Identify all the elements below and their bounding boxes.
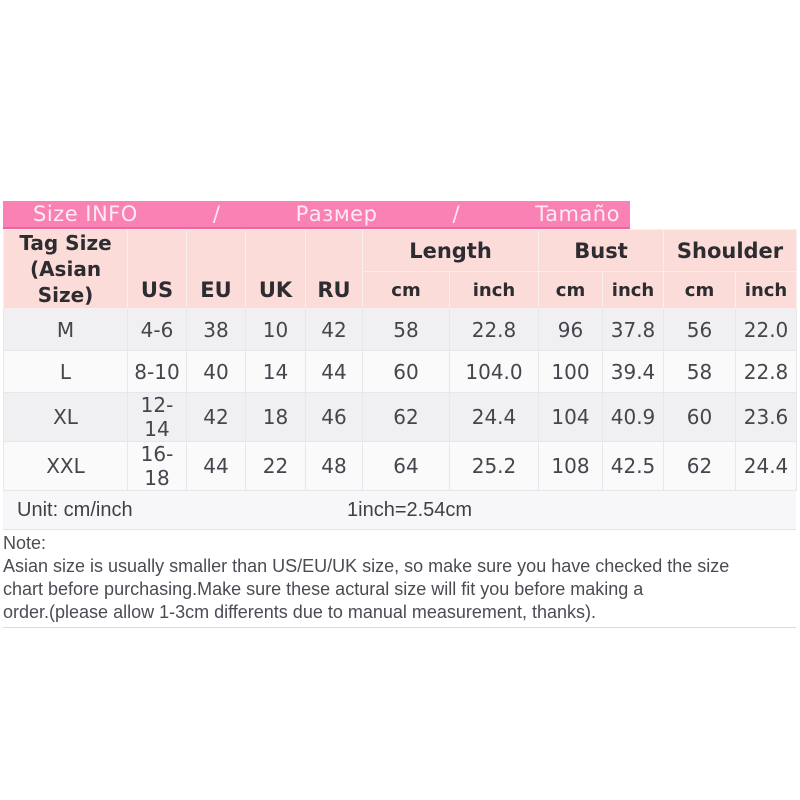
eu-cell: 42 xyxy=(187,393,246,442)
col-header-us: US xyxy=(128,230,187,309)
us-cell: 8-10 xyxy=(128,351,187,393)
note-line-2: chart before purchasing.Make sure these actural size will fit you before making a xyxy=(3,579,644,599)
size-row-l xyxy=(4,351,797,393)
tag-size-cell: M xyxy=(4,309,128,351)
group-header-bust: Bust xyxy=(539,230,664,272)
tag-size-cell: L xyxy=(4,351,128,393)
bust-inch-cell: 42.5 xyxy=(603,442,664,491)
shoulder-cm-cell: 60 xyxy=(664,393,736,442)
length-cm-cell: 62 xyxy=(363,393,450,442)
bust-inch-cell: 37.8 xyxy=(603,309,664,351)
note-line-3: order.(please allow 1-3cm differents due to manual measurement, thanks). xyxy=(3,602,596,622)
unit-bar xyxy=(3,491,796,530)
uk-cell: 18 xyxy=(246,393,306,442)
unit-label: Unit: cm/inch xyxy=(17,498,133,521)
length-cm-cell: 58 xyxy=(363,309,450,351)
col-header-eu: EU xyxy=(187,230,246,309)
us-cell: 12-14 xyxy=(128,393,187,442)
length-inch-cell: 22.8 xyxy=(450,309,539,351)
size-info-label-en: Size INFO xyxy=(33,202,138,226)
tag-size-line2: (Asian Size) xyxy=(29,257,102,307)
ru-cell: 42 xyxy=(306,309,363,351)
length-inch-cell: 24.4 xyxy=(450,393,539,442)
us-cell: 4-6 xyxy=(128,309,187,351)
unit-header-shoulder-cm: cm xyxy=(664,272,736,309)
bust-inch-cell: 39.4 xyxy=(603,351,664,393)
col-header-uk: UK xyxy=(246,230,306,309)
uk-cell: 22 xyxy=(246,442,306,491)
size-info-label-ru: Размер xyxy=(295,202,378,226)
bust-cm-cell: 96 xyxy=(539,309,603,351)
size-info-bar xyxy=(3,201,630,229)
ru-cell: 44 xyxy=(306,351,363,393)
tag-size-cell: XXL xyxy=(4,442,128,491)
size-table xyxy=(3,229,797,491)
ru-cell: 46 xyxy=(306,393,363,442)
shoulder-cm-cell: 56 xyxy=(664,309,736,351)
bust-cm-cell: 108 xyxy=(539,442,603,491)
length-cm-cell: 64 xyxy=(363,442,450,491)
eu-cell: 38 xyxy=(187,309,246,351)
note-section xyxy=(3,530,796,628)
tag-size-line1: Tag Size xyxy=(19,231,112,255)
shoulder-inch-cell: 23.6 xyxy=(736,393,797,442)
eu-cell: 44 xyxy=(187,442,246,491)
shoulder-cm-cell: 58 xyxy=(664,351,736,393)
bust-inch-cell: 40.9 xyxy=(603,393,664,442)
col-header-ru: RU xyxy=(306,230,363,309)
uk-cell: 10 xyxy=(246,309,306,351)
unit-header-bust-cm: cm xyxy=(539,272,603,309)
group-header-length: Length xyxy=(363,230,539,272)
size-row-xxl xyxy=(4,442,797,491)
size-row-m xyxy=(4,309,797,351)
bust-cm-cell: 104 xyxy=(539,393,603,442)
separator-slash-2: / xyxy=(452,202,461,226)
separator-slash-1: / xyxy=(212,202,221,226)
group-header-shoulder: Shoulder xyxy=(664,230,797,272)
size-row-xl xyxy=(4,393,797,442)
length-inch-cell: 25.2 xyxy=(450,442,539,491)
unit-header-length-cm: cm xyxy=(363,272,450,309)
bust-cm-cell: 100 xyxy=(539,351,603,393)
tag-size-cell: XL xyxy=(4,393,128,442)
corner-header-tag-size xyxy=(4,230,128,309)
uk-cell: 14 xyxy=(246,351,306,393)
shoulder-inch-cell: 24.4 xyxy=(736,442,797,491)
unit-header-length-inch: inch xyxy=(450,272,539,309)
inch-conversion-label: 1inch=2.54cm xyxy=(347,498,473,521)
eu-cell: 40 xyxy=(187,351,246,393)
size-chart xyxy=(3,201,796,628)
length-cm-cell: 60 xyxy=(363,351,450,393)
size-info-label-es: Tamaño xyxy=(535,202,620,226)
unit-header-shoulder-inch: inch xyxy=(736,272,797,309)
note-heading: Note: xyxy=(3,533,47,553)
us-cell: 16-18 xyxy=(128,442,187,491)
shoulder-inch-cell: 22.8 xyxy=(736,351,797,393)
ru-cell: 48 xyxy=(306,442,363,491)
shoulder-cm-cell: 62 xyxy=(664,442,736,491)
note-line-1: Asian size is usually smaller than US/EU/UK size, so make sure you have checked the size xyxy=(3,556,730,576)
shoulder-inch-cell: 22.0 xyxy=(736,309,797,351)
length-inch-cell: 104.0 xyxy=(450,351,539,393)
unit-header-bust-inch: inch xyxy=(603,272,664,309)
